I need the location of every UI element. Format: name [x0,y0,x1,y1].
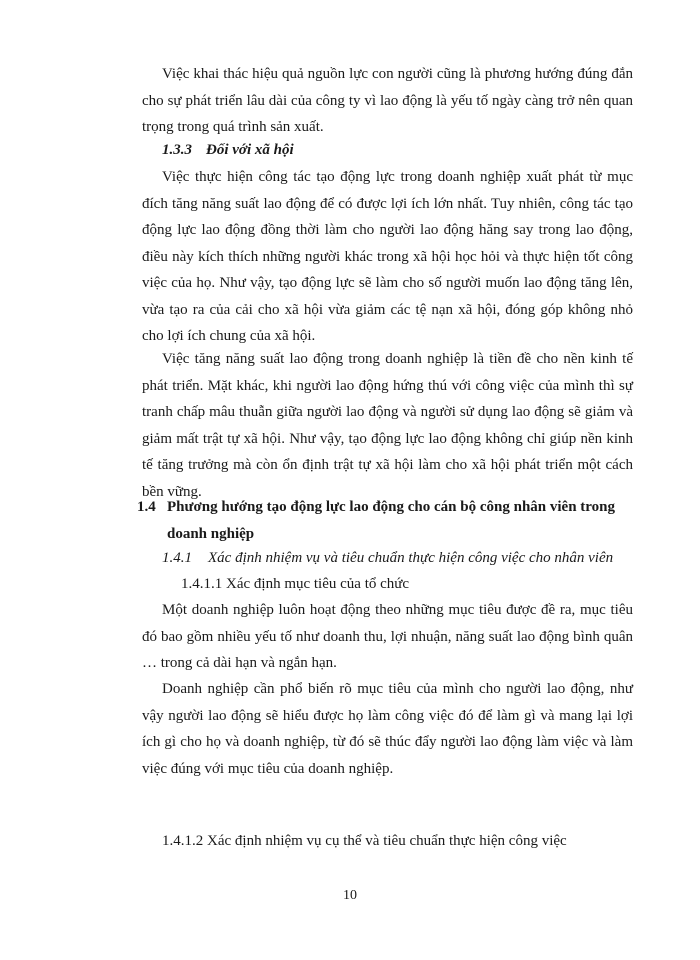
paragraph-1: Việc khai thác hiệu quả nguồn lực con người cũng là phương hướng đúng đắn cho sự phát triển lâu dài của công ty vì lao động là yếu tố ngày càng trở nên quan trọng trong quá trình sản xuất. [142,66,633,135]
heading-1-4 [137,494,637,548]
heading-1-3-3 [162,137,294,163]
heading-1-4-title-line2: doanh nghiệp [167,526,255,542]
heading-1-4-1-title: Xác định nhiệm vụ và tiêu chuẩn thực hiện công việc cho nhân viên [208,550,614,566]
paragraph-3: Việc tăng năng suất lao động trong doanh nghiệp là tiền đề cho nền kinh tế phát triển. Mặt khác, khi người lao động hứng thú với công việc của mình thì sự tranh chấp mâu thuẫn giữa người lao động và người sử dụng lao động sẽ giảm và giảm mất trật tự xã hội. Như vậy, tạo động lực lao động không chỉ giúp nền kinh tế tăng trưởng mà còn ổn định trật tự xã hội làm cho xã hội phát triển một cách bền vững. [142,351,633,500]
heading-1-4-1-number: 1.4.1 [162,550,192,566]
heading-1-4-title-line1: Phương hướng tạo động lực lao động cho cán bộ công nhân viên trong [167,499,616,515]
paragraph-2: Việc thực hiện công tác tạo động lực trong doanh nghiệp xuất phát từ mục đích tăng năng suất lao động để có được lợi ích lớn nhất. Tuy nhiên, công tác tạo động lực lao động đồng thời làm cho người lao động hăng say trong lao động, điều này kích thích những người khác trong xã hội học hỏi và thực hiện tốt công việc của họ. Như vậy, tạo động lực sẽ làm cho số người muốn lao động tăng lên, vừa tạo ra của cải cho xã hội vừa giảm các tệ nạn xã hội, đóng góp không nhỏ cho lợi ích chung của xã hội. [142,169,633,344]
heading-1-4-1-2: 1.4.1.2 Xác định nhiệm vụ cụ thể và tiêu chuẩn thực hiện công việc [162,833,567,849]
heading-1-3-3-number: 1.3.3 [162,142,192,158]
paragraph-5: Doanh nghiệp cần phổ biến rõ mục tiêu của mình cho người lao động, như vậy người lao động sẽ hiểu được họ làm công việc đó để làm gì và mang lại lợi ích gì cho họ và doanh nghiệp, từ đó sẽ thúc đẩy người lao động làm việc và làm việc đúng với mục tiêu của doanh nghiệp. [142,681,633,777]
page-number: 10 [343,888,357,903]
paragraph-4: Một doanh nghiệp luôn hoạt động theo những mục tiêu được đề ra, mục tiêu đó bao gồm nhiều yếu tố như doanh thu, lợi nhuận, năng suất lao động bình quân … trong cả dài hạn và ngắn hạn. [142,602,633,671]
heading-1-4-1-1: 1.4.1.1 Xác định mục tiêu của tổ chức [181,576,410,592]
heading-1-4-number: 1.4 [137,499,156,515]
heading-1-4-1 [162,545,613,571]
heading-1-3-3-title: Đối với xã hội [206,142,294,158]
